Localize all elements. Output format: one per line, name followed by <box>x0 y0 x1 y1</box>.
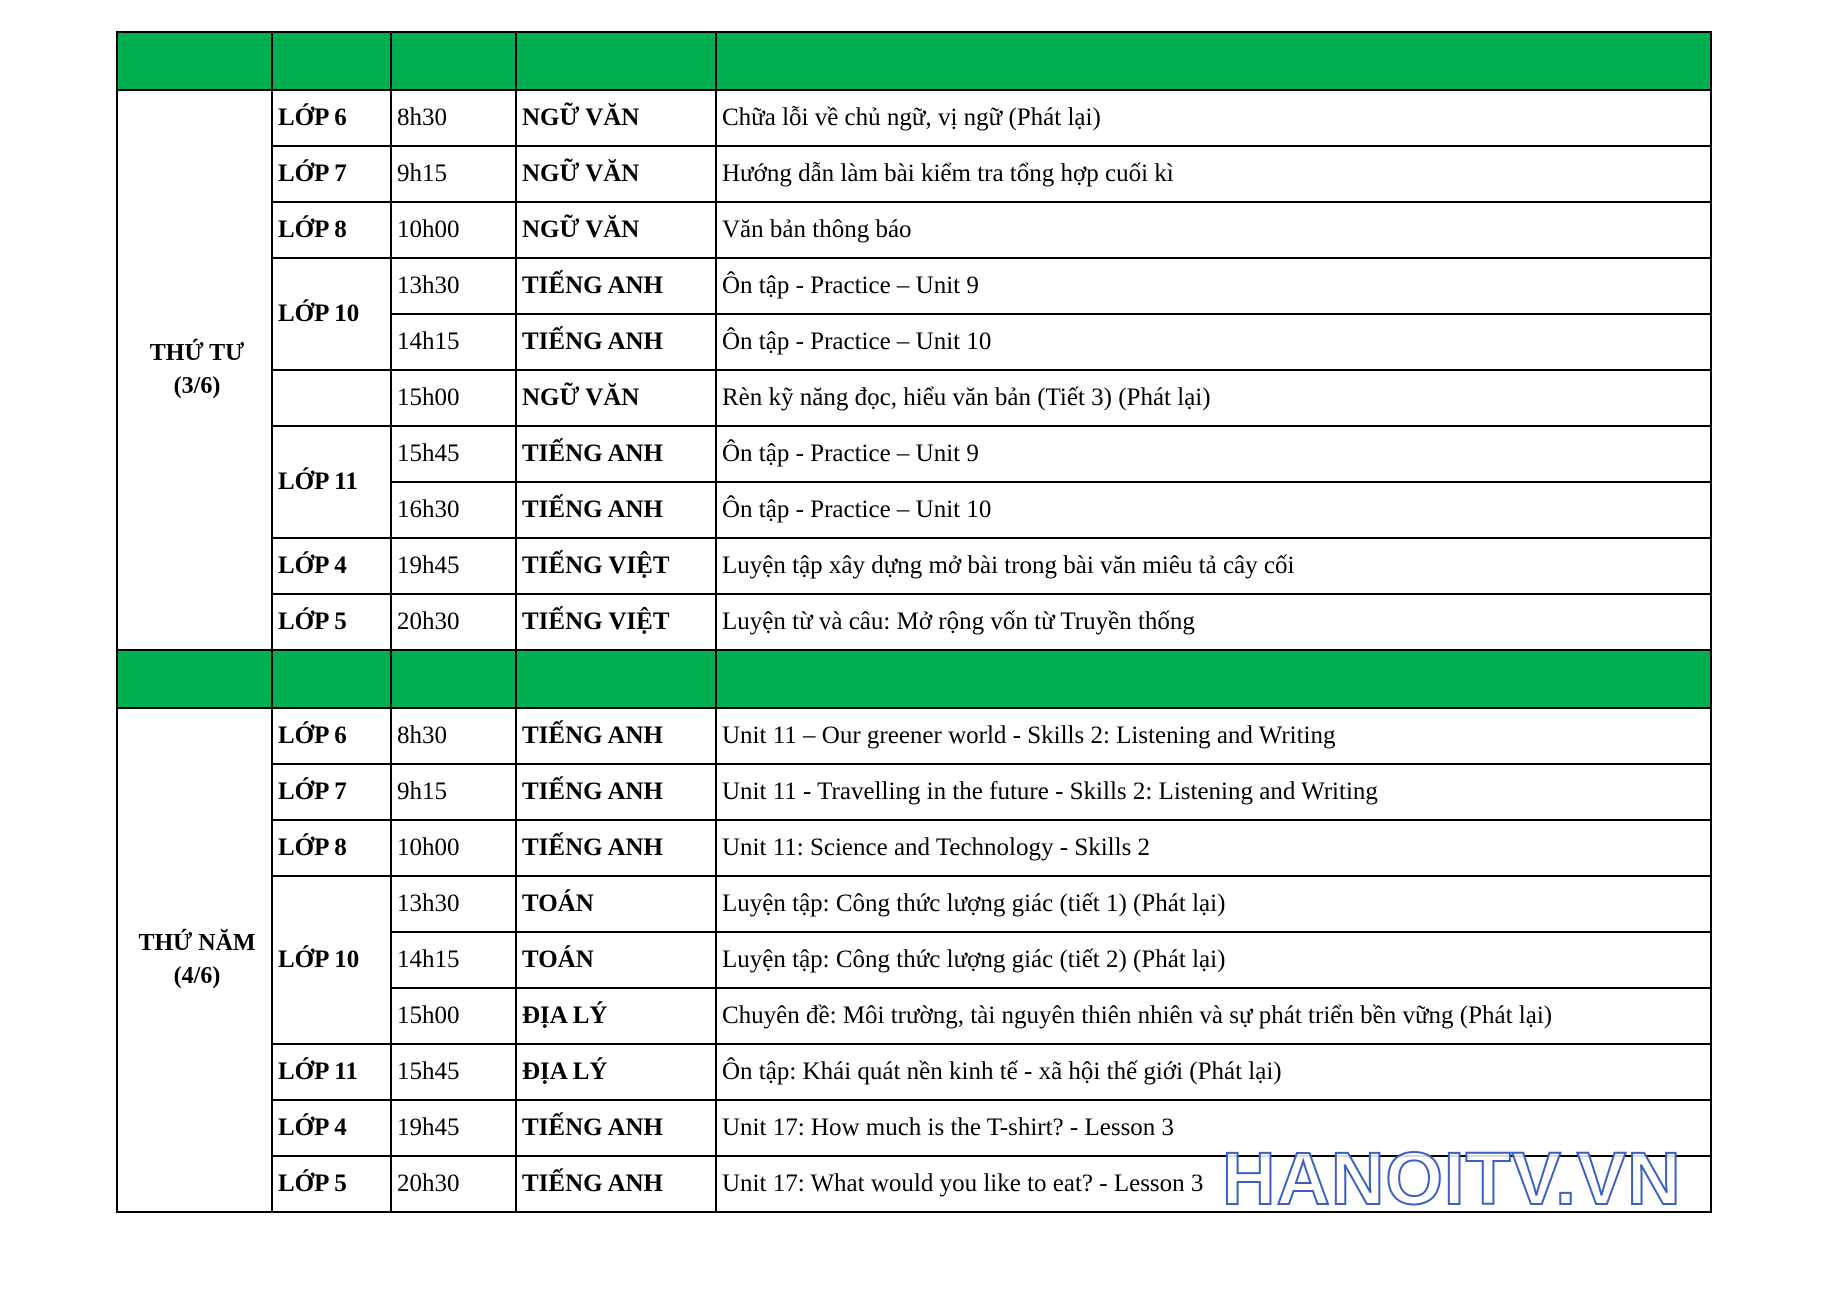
grade-cell: LỚP 7 <box>272 146 391 202</box>
content-cell: Chữa lỗi về chủ ngữ, vị ngữ (Phát lại) <box>716 90 1711 146</box>
subject-cell: TIẾNG ANH <box>516 1156 716 1212</box>
time-cell: 10h00 <box>391 202 516 258</box>
time-cell: 9h15 <box>391 146 516 202</box>
content-cell: Luyện tập xây dựng mở bài trong bài văn miêu tả cây cối <box>716 538 1711 594</box>
subject-cell: NGỮ VĂN <box>516 202 716 258</box>
time-cell: 8h30 <box>391 708 516 764</box>
content-cell: Chuyên đề: Môi trường, tài nguyên thiên nhiên và sự phát triển bền vững (Phát lại) <box>716 988 1711 1044</box>
grade-cell: LỚP 8 <box>272 820 391 876</box>
time-cell: 19h45 <box>391 1100 516 1156</box>
grade-cell: LỚP 6 <box>272 90 391 146</box>
schedule-row <box>117 258 1711 314</box>
content-cell: Rèn kỹ năng đọc, hiểu văn bản (Tiết 3) (Phát lại) <box>716 370 1711 426</box>
hanoitv-watermark: HANOITV.VN <box>1222 1137 1682 1220</box>
content-cell: Luyện tập: Công thức lượng giác (tiết 2) (Phát lại) <box>716 932 1711 988</box>
grade-cell: LỚP 5 <box>272 1156 391 1212</box>
schedule-row <box>117 370 1711 426</box>
schedule-row <box>117 426 1711 482</box>
content-cell: Ôn tập - Practice – Unit 10 <box>716 314 1711 370</box>
time-cell: 13h30 <box>391 876 516 932</box>
grade-cell: LỚP 6 <box>272 708 391 764</box>
day-date: (3/6) <box>173 373 221 399</box>
subject-cell: NGỮ VĂN <box>516 370 716 426</box>
content-cell: Luyện từ và câu: Mở rộng vốn từ Truyền thống <box>716 594 1711 650</box>
day-name: THỨ TƯ <box>149 340 245 366</box>
time-cell: 9h15 <box>391 764 516 820</box>
green-header-row <box>117 32 1711 90</box>
grade-cell: LỚP 8 <box>272 202 391 258</box>
grade-cell: LỚP 7 <box>272 764 391 820</box>
subject-cell: TIẾNG ANH <box>516 482 716 538</box>
time-cell: 14h15 <box>391 932 516 988</box>
grade-cell: LỚP 10 <box>272 876 391 1044</box>
subject-cell: TOÁN <box>516 932 716 988</box>
content-cell: Unit 17: How much is the T-shirt? - Lesson 3 <box>716 1100 1711 1156</box>
grade-cell: LỚP 5 <box>272 594 391 650</box>
content-cell: Ôn tập - Practice – Unit 9 <box>716 258 1711 314</box>
content-cell: Hướng dẫn làm bài kiểm tra tổng hợp cuối kì <box>716 146 1711 202</box>
content-cell: Ôn tập - Practice – Unit 10 <box>716 482 1711 538</box>
schedule-row <box>117 1044 1711 1100</box>
subject-cell: TIẾNG ANH <box>516 764 716 820</box>
subject-cell: TIẾNG ANH <box>516 314 716 370</box>
schedule-row <box>117 202 1711 258</box>
time-cell: 8h30 <box>391 90 516 146</box>
time-cell: 20h30 <box>391 1156 516 1212</box>
content-cell: Unit 11: Science and Technology - Skills 2 <box>716 820 1711 876</box>
time-cell: 10h00 <box>391 820 516 876</box>
grade-cell: LỚP 11 <box>272 426 391 538</box>
content-cell: Unit 11 – Our greener world - Skills 2: Listening and Writing <box>716 708 1711 764</box>
subject-cell: TIẾNG VIỆT <box>516 538 716 594</box>
day-name: THỨ NĂM <box>138 930 256 956</box>
schedule-row <box>117 764 1711 820</box>
schedule-row <box>117 708 1711 764</box>
broadcast-schedule-table <box>116 31 1712 1213</box>
schedule-row <box>117 146 1711 202</box>
subject-cell: TIẾNG VIỆT <box>516 594 716 650</box>
grade-cell: LỚP 11 <box>272 1044 391 1100</box>
content-cell: Luyện tập: Công thức lượng giác (tiết 1) (Phát lại) <box>716 876 1711 932</box>
subject-cell: TIẾNG ANH <box>516 708 716 764</box>
subject-cell: TIẾNG ANH <box>516 258 716 314</box>
subject-cell: ĐỊA LÝ <box>516 988 716 1044</box>
schedule-row <box>117 820 1711 876</box>
schedule-row <box>117 594 1711 650</box>
time-cell: 15h00 <box>391 988 516 1044</box>
content-cell: Unit 11 - Travelling in the future - Skills 2: Listening and Writing <box>716 764 1711 820</box>
content-cell: Ôn tập - Practice – Unit 9 <box>716 426 1711 482</box>
green-separator-row <box>117 650 1711 708</box>
time-cell: 20h30 <box>391 594 516 650</box>
grade-cell: LỚP 4 <box>272 538 391 594</box>
subject-cell: NGỮ VĂN <box>516 146 716 202</box>
subject-cell: TIẾNG ANH <box>516 426 716 482</box>
subject-cell: TIẾNG ANH <box>516 820 716 876</box>
day-cell-wednesday <box>117 90 272 650</box>
time-cell: 13h30 <box>391 258 516 314</box>
time-cell: 16h30 <box>391 482 516 538</box>
subject-cell: TIẾNG ANH <box>516 1100 716 1156</box>
subject-cell: NGỮ VĂN <box>516 90 716 146</box>
schedule-row <box>117 876 1711 932</box>
content-cell: Ôn tập: Khái quát nền kinh tế - xã hội thế giới (Phát lại) <box>716 1044 1711 1100</box>
grade-cell <box>272 370 391 426</box>
subject-cell: TOÁN <box>516 876 716 932</box>
content-cell: Unit 17: What would you like to eat? - Lesson 3 <box>716 1156 1711 1212</box>
subject-cell: ĐỊA LÝ <box>516 1044 716 1100</box>
grade-cell: LỚP 4 <box>272 1100 391 1156</box>
day-date: (4/6) <box>173 963 221 989</box>
grade-cell: LỚP 10 <box>272 258 391 370</box>
time-cell: 15h45 <box>391 1044 516 1100</box>
time-cell: 19h45 <box>391 538 516 594</box>
schedule-row <box>117 538 1711 594</box>
schedule-row <box>117 90 1711 146</box>
day-cell-thursday <box>117 708 272 1212</box>
content-cell: Văn bản thông báo <box>716 202 1711 258</box>
time-cell: 14h15 <box>391 314 516 370</box>
time-cell: 15h45 <box>391 426 516 482</box>
time-cell: 15h00 <box>391 370 516 426</box>
